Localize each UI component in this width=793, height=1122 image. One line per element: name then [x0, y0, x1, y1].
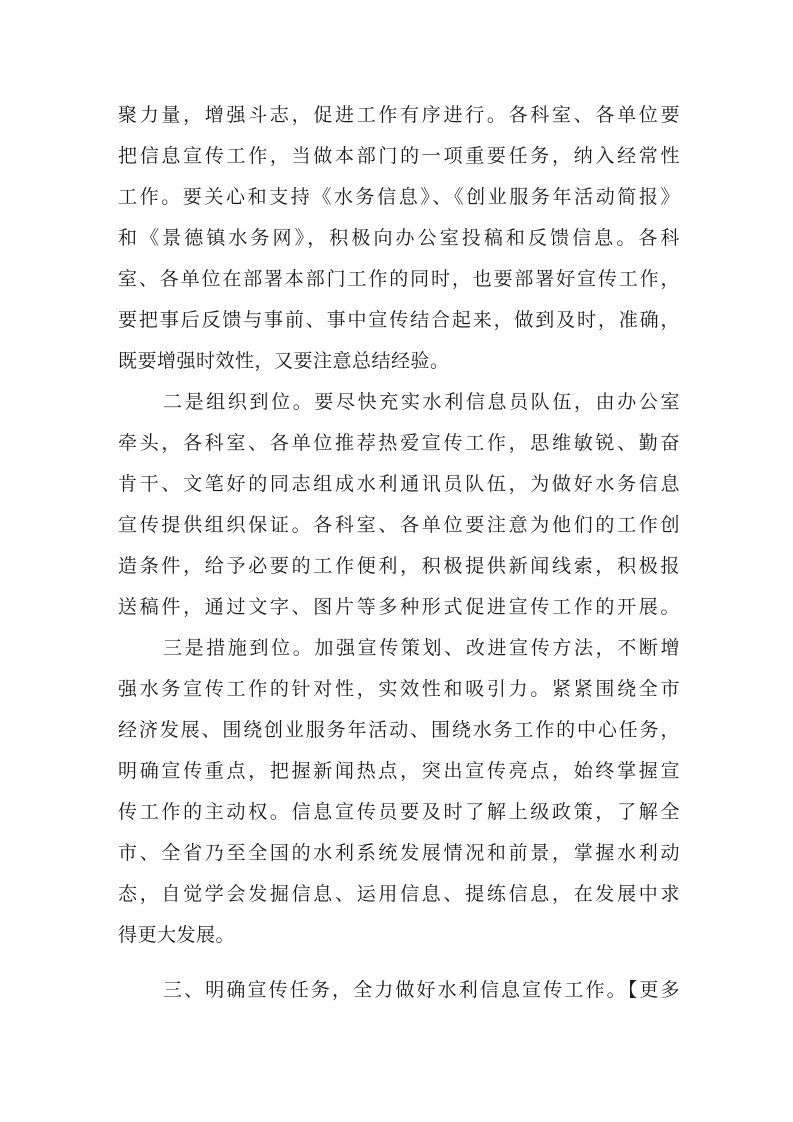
paragraph-line: 经济发展、围绕创业服务年活动、围绕水务工作的中心任务， — [118, 719, 680, 741]
paragraph-line-last: 既要增强时效性，又要注意总结经验。 — [118, 350, 450, 372]
paragraph-line: 传工作的主动权。信息宣传员要及时了解上级政策，了解全 — [118, 801, 680, 823]
paragraph-line: 明确宣传重点，把握新闻热点，突出宣传亮点，始终掌握宣 — [118, 760, 680, 782]
paragraph-line: 工作。要关心和支持《水务信息》、《创业服务年活动简报》 — [118, 186, 680, 208]
paragraph-line: 和《景德镇水务网》，积极向办公室投稿和反馈信息。各科 — [118, 227, 680, 249]
paragraph-line: 牵头，各科室、各单位推荐热爱宣传工作，思维敏锐、勤奋 — [118, 432, 680, 454]
paragraph-line-last: 得更大发展。 — [118, 924, 236, 946]
paragraph-line: 室、各单位在部署本部门工作的同时，也要部署好宣传工作， — [118, 268, 680, 290]
paragraph-line: 送稿件，通过文字、图片等多种形式促进宣传工作的开展。 — [118, 596, 680, 618]
section-heading-line: 三、明确宣传任务，全力做好水利信息宣传工作。【更多 — [163, 979, 680, 1001]
paragraph-line: 市、全省乃至全国的水利系统发展情况和前景，掌握水利动 — [118, 842, 680, 864]
paragraph-line: 宣传提供组织保证。各科室、各单位要注意为他们的工作创 — [118, 514, 680, 536]
paragraph-first-line: 三是措施到位。加强宣传策划、改进宣传方法，不断增 — [163, 637, 680, 659]
paragraph-line: 聚力量，增强斗志，促进工作有序进行。各科室、各单位要 — [118, 104, 680, 126]
paragraph-line: 造条件，给予必要的工作便利，积极提供新闻线索，积极报 — [118, 555, 680, 577]
paragraph-line: 把信息宣传工作，当做本部门的一项重要任务，纳入经常性 — [118, 145, 680, 167]
paragraph-line: 强水务宣传工作的针对性，实效性和吸引力。紧紧围绕全市 — [118, 678, 680, 700]
paragraph-first-line: 二是组织到位。要尽快充实水利信息员队伍，由办公室 — [163, 391, 680, 413]
paragraph-line: 要把事后反馈与事前、事中宣传结合起来，做到及时，准确， — [118, 309, 680, 331]
paragraph-line: 态，自觉学会发掘信息、运用信息、提练信息，在发展中求 — [118, 883, 680, 905]
paragraph-line: 肯干、文笔好的同志组成水利通讯员队伍，为做好水务信息 — [118, 473, 680, 495]
